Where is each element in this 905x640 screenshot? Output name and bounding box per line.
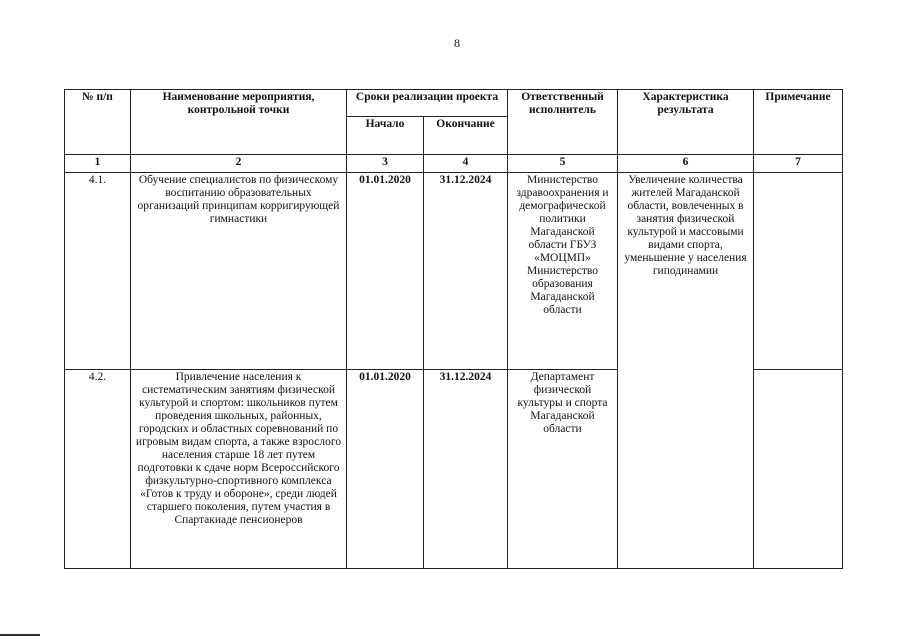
column-number: 3 <box>347 155 424 173</box>
scan-edge-mark <box>0 634 40 636</box>
header-terms: Сроки реализации проекта <box>347 90 508 117</box>
note <box>754 173 843 370</box>
header-name: Наименование мероприятия, контрольной точки <box>131 90 347 155</box>
start-date: 01.01.2020 <box>347 173 424 370</box>
column-number: 4 <box>424 155 508 173</box>
column-number: 5 <box>508 155 618 173</box>
executor: Департамент физической культуры и спорта Магаданской области <box>508 370 618 569</box>
end-date: 31.12.2024 <box>424 370 508 569</box>
activity-name: Привлечение населения к систематическим занятиям физической культурой и спортом: школьников путем проведения школьных, районных, городских и областных соревнований по игровым видам спорта, а также взрослого населения старше 18 лет путем подготовки к сдаче норм Всероссийского физкультурно-спортивного комплекса «Готов к труду и обороне», среди людей старшего поколения, путем участия в Спартакиаде пенсионеров <box>131 370 347 569</box>
row-number: 4.2. <box>65 370 131 569</box>
header-row <box>65 90 843 117</box>
column-number-row <box>65 155 843 173</box>
executor: Министерство здравоохранения и демографической политики Магаданской области ГБУЗ «МОЦМП» Министерство образования Магаданской области <box>508 173 618 370</box>
note <box>754 370 843 569</box>
header-executor: Ответственный исполнитель <box>508 90 618 155</box>
header-start: Начало <box>347 117 424 155</box>
column-number: 2 <box>131 155 347 173</box>
header-note: Примечание <box>754 90 843 155</box>
row-number: 4.1. <box>65 173 131 370</box>
activity-name: Обучение специалистов по физическому воспитанию образовательных организаций принципам корригирующей гимнастики <box>131 173 347 370</box>
result-characteristic: Увеличение количества жителей Магаданской области, вовлеченных в занятия физической культурой и массовыми видами спорта, уменьшение у населения гиподинамии <box>618 173 754 569</box>
start-date: 01.01.2020 <box>347 370 424 569</box>
column-number: 7 <box>754 155 843 173</box>
table-row <box>65 173 843 370</box>
header-num: № п/п <box>65 90 131 155</box>
column-number: 1 <box>65 155 131 173</box>
end-date: 31.12.2024 <box>424 173 508 370</box>
page-number: 8 <box>454 36 460 50</box>
header-result: Характеристика результата <box>618 90 754 155</box>
activities-table <box>64 89 843 569</box>
column-number: 6 <box>618 155 754 173</box>
header-end: Окончание <box>424 117 508 155</box>
